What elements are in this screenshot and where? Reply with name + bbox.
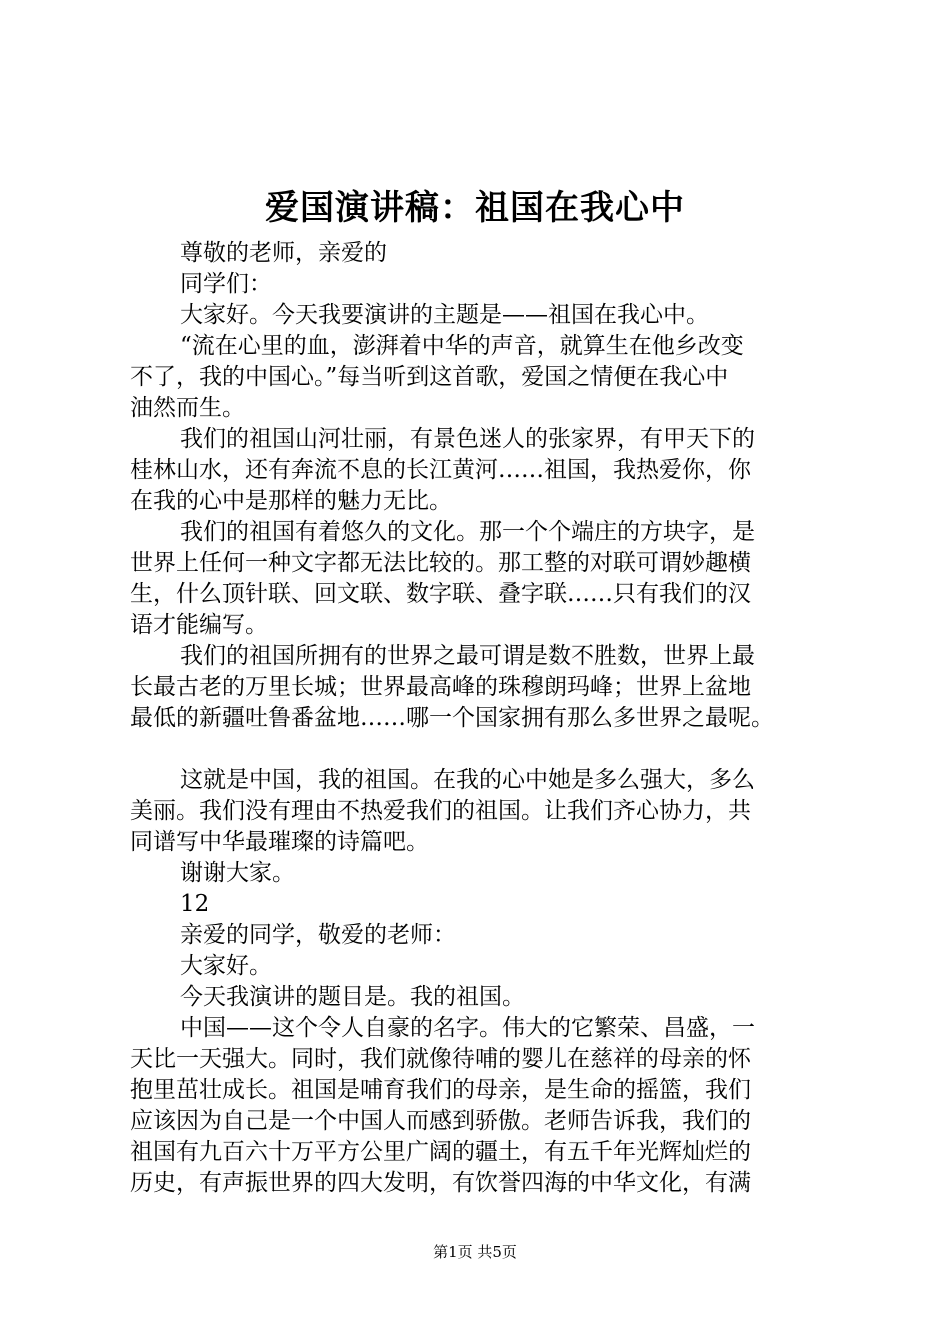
text-line: 我们的祖国山河壮丽，有景色迷人的张家界，有甲天下的 (180, 426, 755, 452)
text-line: 桂林山水，还有奔流不息的长江黄河……祖国，我热爱你，你 (130, 457, 751, 483)
text-line: 我们的祖国所拥有的世界之最可谓是数不胜数，世界上最 (180, 643, 755, 669)
text-line: 天比一天强大。同时，我们就像待哺的婴儿在慈祥的母亲的怀 (130, 1046, 751, 1072)
text-line: 我们的祖国有着悠久的文化。那一个个端庄的方块字，是 (180, 519, 755, 545)
text-line: 在我的心中是那样的魅力无比。 (130, 488, 452, 514)
text-line: 美丽。我们没有理由不热爱我们的祖国。让我们齐心协力，共 (130, 798, 751, 824)
document-body (130, 238, 830, 1199)
text-line: 亲爱的同学，敬爱的老师： (180, 922, 456, 948)
blank-line (130, 734, 830, 765)
text-line: 中国——这个令人自豪的名字。伟大的它繁荣、昌盛，一 (180, 1015, 755, 1041)
document-title: 爱国演讲稿：祖国在我心中 (265, 188, 685, 228)
text-line: 尊敬的老师，亲爱的 (180, 240, 387, 266)
text-line: 谢谢大家。 (180, 860, 295, 886)
text-line: 世界上任何一种文字都无法比较的。那工整的对联可谓妙趣横 (130, 550, 751, 576)
text-line: 油然而生。 (130, 395, 245, 421)
text-line: 不了，我的中国心。”每当听到这首歌，爱国之情便在我心中 (130, 364, 729, 390)
text-line: 大家好。今天我要演讲的主题是——祖国在我心中。 (180, 302, 709, 328)
text-line: 历史，有声振世界的四大发明，有饮誉四海的中华文化，有满 (130, 1170, 751, 1196)
text-line: 语才能编写。 (130, 612, 268, 638)
text-line: 最低的新疆吐鲁番盆地……哪一个国家拥有那么多世界之最呢。 (130, 705, 774, 731)
text-line: “流在心里的血，澎湃着中华的声音，就算生在他乡改变 (180, 333, 744, 359)
text-line: 今天我演讲的题目是。我的祖国。 (180, 984, 525, 1010)
text-line: 大家好。 (180, 953, 272, 979)
text-line: 12 (180, 891, 210, 917)
text-line: 抱里茁壮成长。祖国是哺育我们的母亲，是生命的摇篮，我们 (130, 1077, 751, 1103)
text-line: 这就是中国，我的祖国。在我的心中她是多么强大，多么 (180, 767, 755, 793)
text-line: 长最古老的万里长城；世界最高峰的珠穆朗玛峰；世界上盆地 (130, 674, 751, 700)
text-line: 生，什么顶针联、回文联、数字联、叠字联……只有我们的汉 (130, 581, 751, 607)
page-footer: 第1页 共5页 (433, 1243, 517, 1261)
text-line: 同学们： (180, 271, 272, 297)
text-line: 同谱写中华最璀璨的诗篇吧。 (130, 829, 429, 855)
text-line: 应该因为自己是一个中国人而感到骄傲。老师告诉我，我们的 (130, 1108, 751, 1134)
text-line: 祖国有九百六十万平方公里广阔的疆土，有五千年光辉灿烂的 (130, 1139, 751, 1165)
